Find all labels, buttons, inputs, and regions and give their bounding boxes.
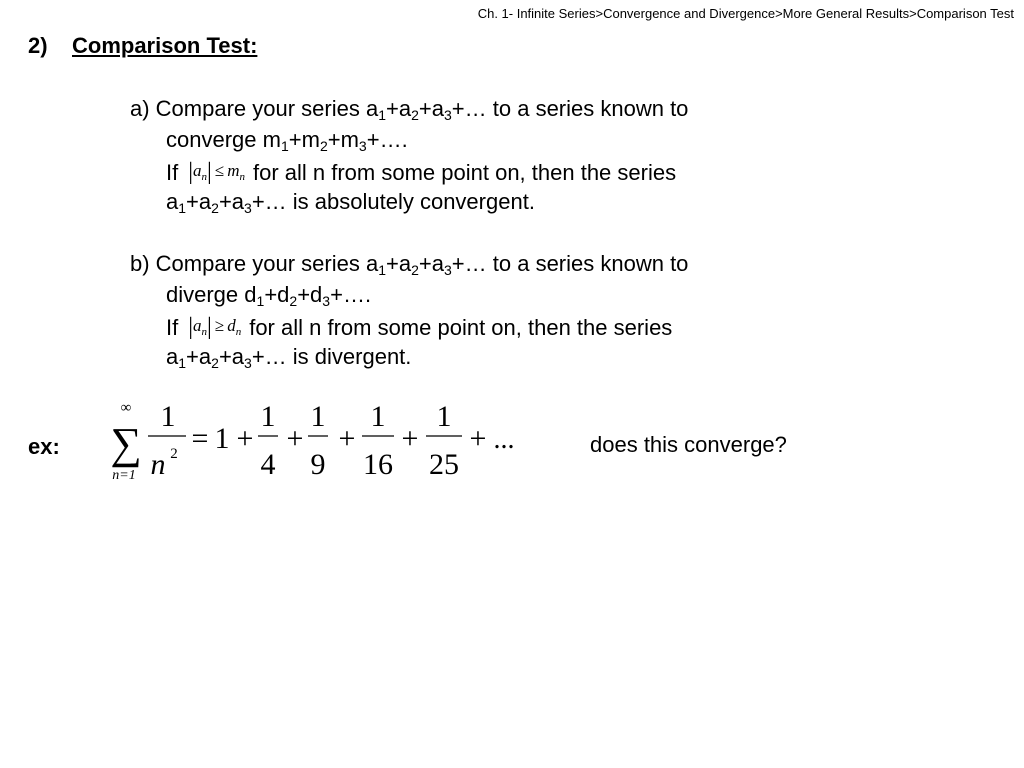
term-denominator: n	[150, 448, 166, 481]
part-b-line-1: b) Compare your series $a_1+a_2+a_3+\dots$ to a series known to	[130, 251, 689, 278]
part-b-condition: $|a_n| \ge d_n$	[188, 314, 242, 340]
first-term: 1	[214, 422, 230, 455]
example-question: does this converge?	[590, 432, 787, 457]
term-exponent: 2	[170, 446, 178, 462]
part-b-line-3: If $|a_n| \ge d_n$ for all n from some point on, then the series	[166, 311, 672, 343]
fraction-denominator: 9	[310, 448, 326, 481]
plus-sign: +	[286, 422, 304, 455]
fraction-denominator: 16	[363, 448, 393, 481]
section-title: Comparison Test:	[72, 33, 258, 58]
equals-sign: =	[191, 422, 209, 455]
fraction-denominator: 25	[429, 448, 459, 481]
fraction-terms	[237, 400, 462, 481]
sigma-symbol: ∑	[110, 419, 142, 468]
fraction-numerator: 1	[260, 400, 276, 433]
part-b-line-2: diverge $d_1+d_2+d_3+\dots$.	[166, 282, 372, 309]
part-a-line-2: converge $m_1+m_2+m_3+\dots$.	[166, 127, 408, 154]
part-b-line-4: $a_1+a_2+a_3+\dots$ is divergent.	[166, 344, 412, 371]
breadcrumb: Ch. 1- Infinite Series>Convergence and Divergence>More General Results>Comparison Test	[477, 6, 1014, 21]
plus-sign: +	[338, 422, 356, 455]
fraction-numerator: 1	[436, 400, 452, 433]
part-a-line-1: a) Compare your series $a_1+a_2+a_3+\dots$ to a series known to	[130, 96, 689, 123]
sum-upper-limit: ∞	[120, 400, 132, 416]
series-formula	[100, 394, 530, 484]
part-a-condition: $|a_n| \le m_n$	[188, 159, 245, 185]
section-number: 2)	[28, 33, 48, 58]
ellipsis: ...	[493, 424, 515, 455]
section-heading	[28, 33, 257, 59]
term-numerator: 1	[160, 400, 176, 433]
sum-lower-limit: n=1	[112, 468, 136, 483]
plus-sign: +	[401, 422, 419, 455]
part-a-line-4: $a_1+a_2+a_3+\dots$ is absolutely convergent.	[166, 189, 535, 216]
fraction-denominator: 4	[260, 448, 276, 481]
part-a-line-3: If $|a_n| \le m_n$ for all n from some point on, then the series	[166, 156, 676, 188]
fraction-numerator: 1	[370, 400, 386, 433]
example-label: ex:	[28, 434, 60, 459]
plus-sign: +	[236, 422, 254, 455]
fraction-numerator: 1	[310, 400, 326, 433]
plus-sign: +	[469, 422, 487, 455]
